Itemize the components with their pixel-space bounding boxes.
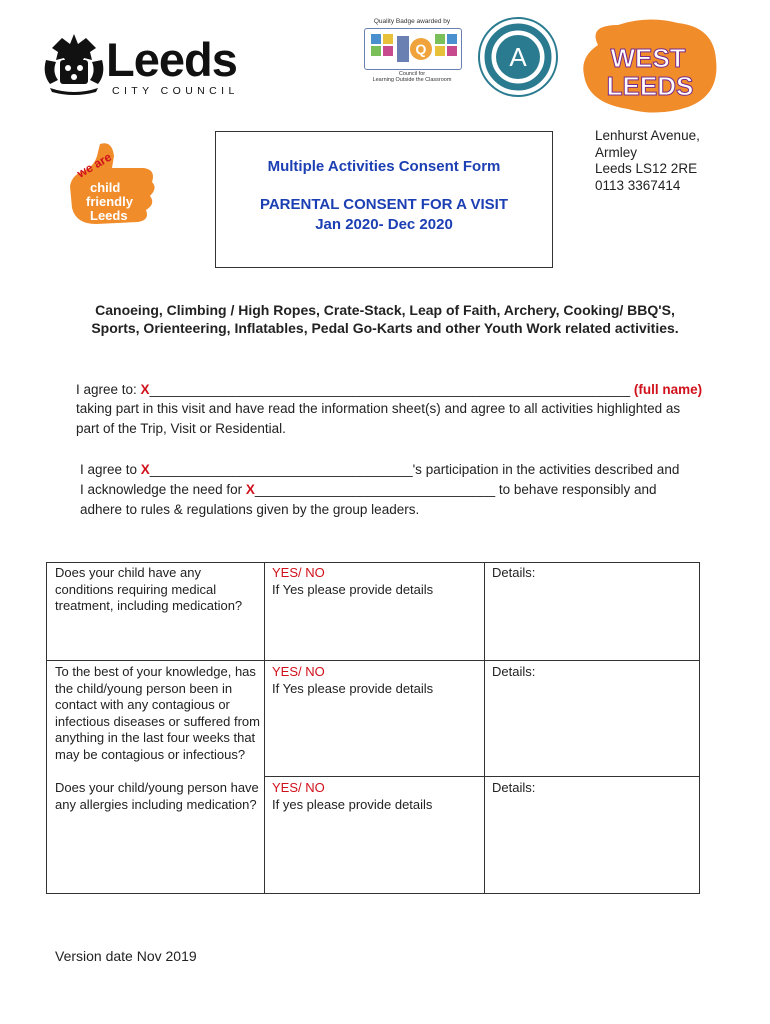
agreement-1-line-2: taking part in this visit and have read the information sheet(s) and agree to all activities highlighted as bbox=[76, 401, 681, 416]
details-instruction: If Yes please provide details bbox=[272, 681, 434, 696]
title-box bbox=[215, 131, 553, 268]
friendly-text: friendly bbox=[86, 194, 133, 209]
activities-line-2: Sports, Orienteering, Inflatables, Pedal Go-Karts and other Youth Work related activities. bbox=[91, 320, 679, 336]
west-leeds-logo bbox=[578, 15, 720, 115]
leeds-crest-icon bbox=[40, 30, 108, 96]
yes-no-option[interactable]: YES/ NO bbox=[272, 780, 325, 795]
lotc-badge-frame bbox=[364, 28, 462, 70]
behave-text: to behave responsibly and bbox=[495, 482, 657, 497]
full-name-field[interactable]: ________________________________________________________________ bbox=[149, 382, 631, 397]
address-block bbox=[595, 128, 700, 194]
details-field[interactable]: Details: bbox=[492, 664, 536, 679]
lotc-quality-badge bbox=[362, 18, 462, 90]
signature-x-mark-3: X bbox=[245, 482, 255, 497]
west-text: WEST bbox=[610, 43, 686, 73]
table-divider bbox=[264, 776, 699, 777]
details-instruction: If Yes please provide details bbox=[272, 582, 434, 597]
acknowledge-prefix: I acknowledge the need for bbox=[80, 482, 246, 497]
yes-no-option[interactable]: YES/ NO bbox=[272, 664, 325, 679]
city-council-text: CITY COUNCIL bbox=[112, 85, 239, 97]
form-title: Multiple Activities Consent Form bbox=[267, 158, 501, 175]
child-text: child bbox=[90, 180, 121, 195]
agreement-2-line-2 bbox=[80, 480, 657, 500]
child-name-field-2[interactable]: ________________________________ bbox=[254, 482, 496, 497]
question-contagious-diseases: To the best of your knowledge, has the child/young person been in contact with any contagious or infectious diseases or suffered from anything in the last four weeks that may be contagious or infectious? bbox=[55, 664, 260, 762]
aala-letter-text: A bbox=[509, 42, 527, 72]
consent-heading: PARENTAL CONSENT FOR A VISIT bbox=[259, 196, 509, 213]
question-allergies: Does your child/young person have any allergies including medication? bbox=[55, 780, 259, 812]
signature-x-mark-2: X bbox=[140, 462, 150, 477]
lotc-top-text: Quality Badge awarded by bbox=[373, 18, 451, 25]
details-field[interactable]: Details: bbox=[492, 780, 536, 795]
table-divider bbox=[47, 660, 699, 661]
agreement-1-line-3: part of the Trip, Visit or Residential. bbox=[76, 421, 286, 436]
agree-prefix-2: I agree to bbox=[80, 462, 141, 477]
child-friendly-leeds-logo bbox=[62, 138, 162, 238]
participation-text: 's participation in the activities described and bbox=[412, 462, 680, 477]
signature-x-mark: X bbox=[140, 382, 150, 397]
agreement-2-line-1 bbox=[80, 460, 679, 480]
address-street: Lenhurst Avenue, bbox=[595, 128, 700, 143]
agreement-1-line-1 bbox=[76, 380, 702, 400]
lotc-mosaic-icon bbox=[365, 29, 461, 69]
details-field[interactable]: Details: bbox=[492, 565, 536, 580]
leeds-city-council-logo bbox=[40, 30, 255, 102]
yes-no-option[interactable]: YES/ NO bbox=[272, 565, 325, 580]
agreement-2-line-3: adhere to rules & regulations given by the group leaders. bbox=[80, 502, 420, 517]
aala-adventuremark-logo bbox=[477, 16, 559, 98]
lotc-bottom-text bbox=[362, 71, 462, 84]
version-date: Version date Nov 2019 bbox=[55, 948, 197, 964]
leeds-text: LEEDS bbox=[606, 71, 694, 101]
leeds-cfl-text: Leeds bbox=[90, 208, 128, 223]
question-medical-treatment: Does your child have any conditions requiring medical treatment, including medication? bbox=[55, 565, 243, 613]
child-name-field[interactable]: ___________________________________ bbox=[149, 462, 413, 477]
activities-line-1: Canoeing, Climbing / High Ropes, Crate-Stack, Leap of Faith, Archery, Cooking/ BBQ'S, bbox=[95, 302, 675, 318]
svg-text:Q: Q bbox=[415, 41, 427, 57]
address-phone: 0113 3367414 bbox=[595, 177, 681, 193]
activities-list bbox=[40, 301, 730, 337]
leeds-wordmark: Leeds bbox=[106, 33, 237, 86]
lotc-learning-text: Learning Outside the Classroom bbox=[372, 77, 452, 84]
date-range: Jan 2020- Dec 2020 bbox=[315, 216, 453, 233]
agree-prefix: I agree to: bbox=[76, 382, 141, 397]
medical-questions-table bbox=[46, 562, 700, 894]
we-are-text: we are bbox=[74, 149, 114, 181]
lotc-council-text: Council for bbox=[398, 71, 426, 77]
address-city-postcode: Leeds LS12 2RE bbox=[595, 161, 698, 176]
full-name-hint: (full name) bbox=[630, 382, 703, 397]
table-divider bbox=[484, 563, 485, 893]
details-instruction: If yes please provide details bbox=[272, 797, 433, 812]
address-area: Armley bbox=[595, 144, 638, 160]
